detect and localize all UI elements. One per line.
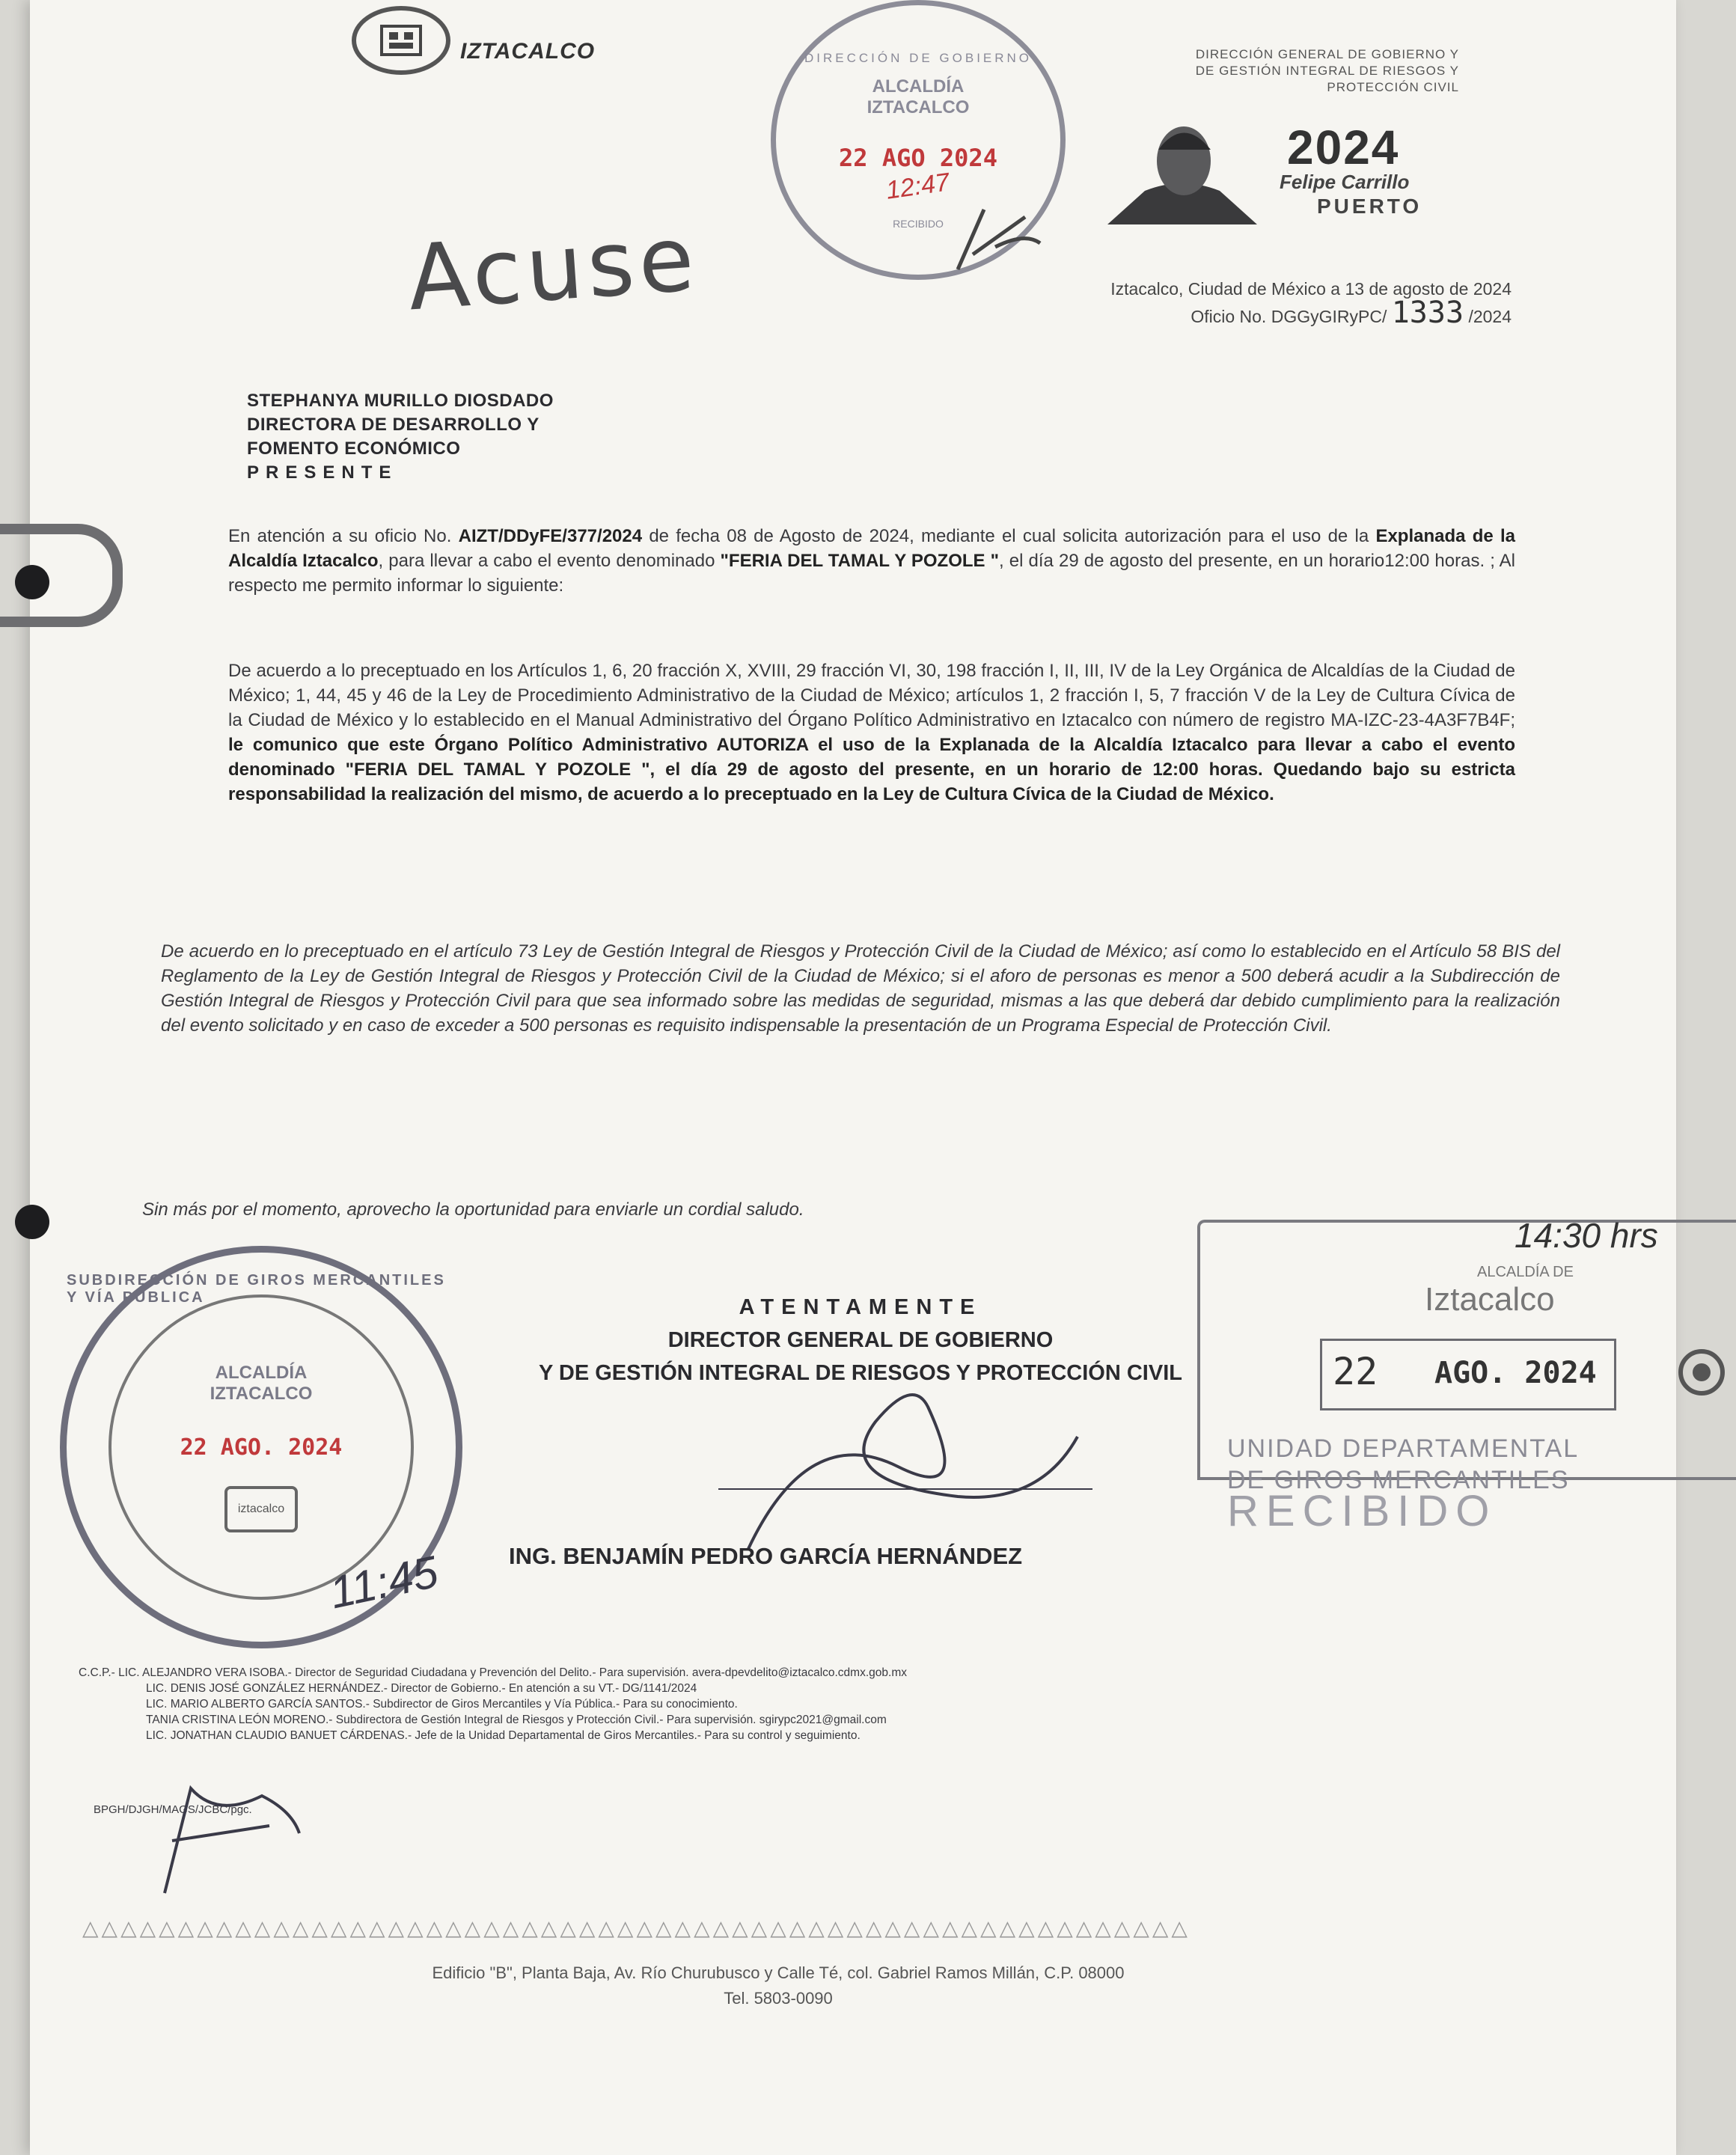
iztacalco-logo-icon xyxy=(352,6,450,75)
p1-reference: AIZT/DDyFE/377/2024 xyxy=(458,526,643,546)
right-stamp-dept-1: UNIDAD DEPARTAMENTAL xyxy=(1227,1434,1580,1463)
p2-authorization: le comunico que este Órgano Político Administrativo AUTORIZA el uso de la Explanada de la Alcaldía Iztacalco para llevar a cabo el evento denominado "FERIA DEL TAMAL Y POZOLE ", el día 29 de agosto del presente, en un horario de 12:00 horas. Quedando bajo su estricta responsabilidad la realización del mismo, de acuerdo a lo preceptuado en la Ley de Cultura Cívica de la Ciudad de México. xyxy=(228,735,1515,804)
p2-text-a: De acuerdo a lo preceptuado en los Artículos 1, 6, 20 fracción X, XVIII, 29 fracción VI, 30, 198 fracción I, II, III, IV de la Ley Orgánica de Alcaldías de la Ciudad de México; 1, 44, 45 y 46 de la Ley de Procedimiento Administrativo de la Ciudad de México; artículos 1, 2 fracción I, 5, 7 fracción V de la Ley de Cultura Cívica de la Ciudad de México y lo establecido en el Manual Administrativo del Órgano Político Administrativo en Iztacalco con número de registro MA-IZC-23-4A3F7B4F; xyxy=(228,661,1515,730)
signer-title-2: Y DE GESTIÓN INTEGRAL DE RIESGOS Y PROTECCIÓN CIVIL xyxy=(539,1361,1182,1385)
reception-stamp-ring: DIRECCIÓN DE GOBIERNO xyxy=(804,50,1033,65)
reception-stamp-bottom: RECIBIDO xyxy=(893,217,944,230)
oficio-line xyxy=(883,296,1512,330)
p1-event: "FERIA DEL TAMAL Y POZOLE " xyxy=(720,551,1000,571)
footer-address: Edificio "B", Planta Baja, Av. Río Churubusco y Calle Té, col. Gabriel Ramos Millán, C.P. 08000 xyxy=(432,1963,1125,1982)
paragraph-4: Sin más por el momento, aprovecho la oportunidad para enviarle un cordial saludo. xyxy=(142,1199,804,1220)
ccp-row-1: C.C.P.- LIC. ALEJANDRO VERA ISOBA.- Director de Seguridad Ciudadana y Prevención del Delito.- Para supervisión. avera-dpevdelito@iztacalco.cdmx.gob.mx xyxy=(79,1666,907,1679)
year-number: 2024 xyxy=(1287,120,1400,174)
reception-stamp-line1: ALCALDÍA xyxy=(872,76,965,97)
left-stamp-handwritten-time: 11:45 xyxy=(325,1546,443,1618)
year-emblem xyxy=(1100,120,1504,224)
place-date xyxy=(883,277,1512,328)
right-stamp-dept-2: DE GIROS MERCANTILES xyxy=(1227,1466,1570,1494)
right-stamp-month-year: AGO. 2024 xyxy=(1434,1356,1597,1390)
right-stamp-day: 22 xyxy=(1333,1350,1378,1393)
right-stamp-department xyxy=(1227,1433,1580,1535)
left-stamp-logo-icon: iztacalco xyxy=(224,1486,298,1532)
reception-stamp-date: 22 AGO 2024 xyxy=(839,143,997,172)
right-stamp-date-box xyxy=(1320,1339,1616,1410)
initials-scribble xyxy=(120,1773,314,1901)
target-icon xyxy=(1675,1346,1728,1399)
paragraph-2 xyxy=(228,658,1515,807)
place-date-line: Iztacalco, Ciudad de México a 13 de agosto de 2024 xyxy=(1110,279,1512,299)
right-stamp-alcaldia: ALCALDÍA DE xyxy=(1477,1264,1574,1280)
initials: BPGH/DJGH/MAGS/JCBC/pgc. xyxy=(94,1803,252,1816)
left-stamp-line1: ALCALDÍA xyxy=(215,1362,308,1383)
logo-text: IZTACALCO xyxy=(460,39,596,64)
ccp-row-2: LIC. DENIS JOSÉ GONZÁLEZ HERNÁNDEZ.- Director de Gobierno.- En atención a su VT.- DG/1141/2024 xyxy=(146,1682,697,1695)
signer-name: ING. BENJAMÍN PEDRO GARCÍA HERNÁNDEZ xyxy=(509,1543,1023,1569)
p1-place: Explanada de la Alcaldía Iztacalco xyxy=(228,526,1515,571)
recipient-presente: PRESENTE xyxy=(247,462,398,483)
footer-phone: Tel. 5803-0090 xyxy=(724,1989,833,2008)
department-header xyxy=(1070,46,1459,96)
portrait-icon xyxy=(1100,120,1265,224)
paragraph-3: De acuerdo en lo preceptuado en el artículo 73 Ley de Gestión Integral de Riesgos y Protección Civil de la Ciudad de México; así como lo establecido en el Artículo 58 BIS del Reglamento de la Ley de Gestión Integral de Riesgos y Protección Civil de la Ciudad de México; si el aforo de personas es menor a 500 deberá acudir a la Subdirección de Gestión Integral de Riesgos y Protección Civil para que sea informado sobre las medidas de seguridad, mismas a las que deberá dar debido cumplimiento para la realización del evento solicitado y en caso de exceder a 500 personas es requisito indispensable la presentación de un Programa Especial de Protección Civil. xyxy=(161,941,1560,1036)
reception-stamp-time: 12:47 xyxy=(884,167,952,205)
punch-hole-top xyxy=(15,565,49,599)
recipient-block xyxy=(247,389,554,485)
right-stamp-time: 14:30 hrs xyxy=(1515,1216,1658,1255)
year-name-2: PUERTO xyxy=(1317,195,1422,218)
dept-line-3: PROTECCIÓN CIVIL xyxy=(1327,80,1459,94)
p1-text-b: de fecha 08 de Agosto de 2024, mediante el cual solicita autorización para el uso de la xyxy=(642,526,1376,546)
signature-scribble xyxy=(703,1377,1092,1571)
dept-line-2: DE GESTIÓN INTEGRAL DE RIESGOS Y xyxy=(1195,64,1459,78)
acuse-handwritten: Acuse xyxy=(404,207,702,331)
ccp-row-5: LIC. JONATHAN CLAUDIO BANUET CÁRDENAS.- Jefe de la Unidad Departamental de Giros Mercantiles.- Para su control y seguimiento. xyxy=(146,1729,861,1742)
footer xyxy=(180,1960,1377,2011)
oficio-prefix: Oficio No. DGGyGIRyPC/ xyxy=(1191,307,1387,326)
oficio-suffix: /2024 xyxy=(1468,307,1512,326)
ccp-row-4: TANIA CRISTINA LEÓN MORENO.- Subdirectora de Gestión Integral de Riesgos y Protección Civil.- Para supervisión. sgirypc2021@gmail.com xyxy=(146,1714,887,1726)
p1-text-d: , el día 29 de agosto del presente, en un horario12:00 horas. ; Al respecto me permito informar lo siguiente: xyxy=(228,551,1515,596)
atentamente: ATENTAMENTE xyxy=(739,1295,982,1319)
right-stamp-iztacalco: Iztacalco xyxy=(1425,1281,1555,1318)
handwritten-mark-top xyxy=(943,202,1055,277)
left-stamp-line2: IZTACALCO xyxy=(210,1383,313,1404)
p1-text-a: En atención a su oficio No. xyxy=(228,526,459,546)
ccp-block xyxy=(79,1665,1500,1743)
paragraph-1 xyxy=(228,524,1515,598)
reception-stamp-line2: IZTACALCO xyxy=(867,97,970,117)
punch-hole-bottom xyxy=(15,1205,49,1239)
footer-separator: △△△△△△△△△△△△△△△△△△△△△△△△△△△△△△△△△△△△△△△△△△△△△△△△△△△△△△△△△△ xyxy=(82,1916,1191,1939)
signer-title-1: DIRECTOR GENERAL DE GOBIERNO xyxy=(667,1328,1054,1352)
oficio-number: 1333 xyxy=(1391,296,1464,330)
left-stamp-inner xyxy=(109,1294,414,1600)
ccp-row-3: LIC. MARIO ALBERTO GARCÍA SANTOS.- Subdirector de Giros Mercantiles y Vía Pública.- Para su conocimiento. xyxy=(146,1698,738,1711)
left-stamp-ring: SUBDIRECCIÓN DE GIROS MERCANTILES Y VÍA PÚBLICA xyxy=(67,1272,446,1306)
recipient-title-1: DIRECTORA DE DESARROLLO Y xyxy=(247,415,540,435)
recipient-title-2: FOMENTO ECONÓMICO xyxy=(247,438,461,459)
p1-text-c: , para llevar a cabo el evento denominado xyxy=(378,551,721,571)
year-name: Felipe Carrillo xyxy=(1280,171,1410,193)
left-stamp-date: 22 AGO. 2024 xyxy=(180,1434,343,1461)
recipient-name: STEPHANYA MURILLO DIOSDADO xyxy=(247,391,554,411)
right-stamp-recibido: RECIBIDO xyxy=(1227,1487,1497,1535)
dept-line-1: DIRECCIÓN GENERAL DE GOBIERNO Y xyxy=(1195,47,1459,61)
document-page xyxy=(30,0,1676,2155)
